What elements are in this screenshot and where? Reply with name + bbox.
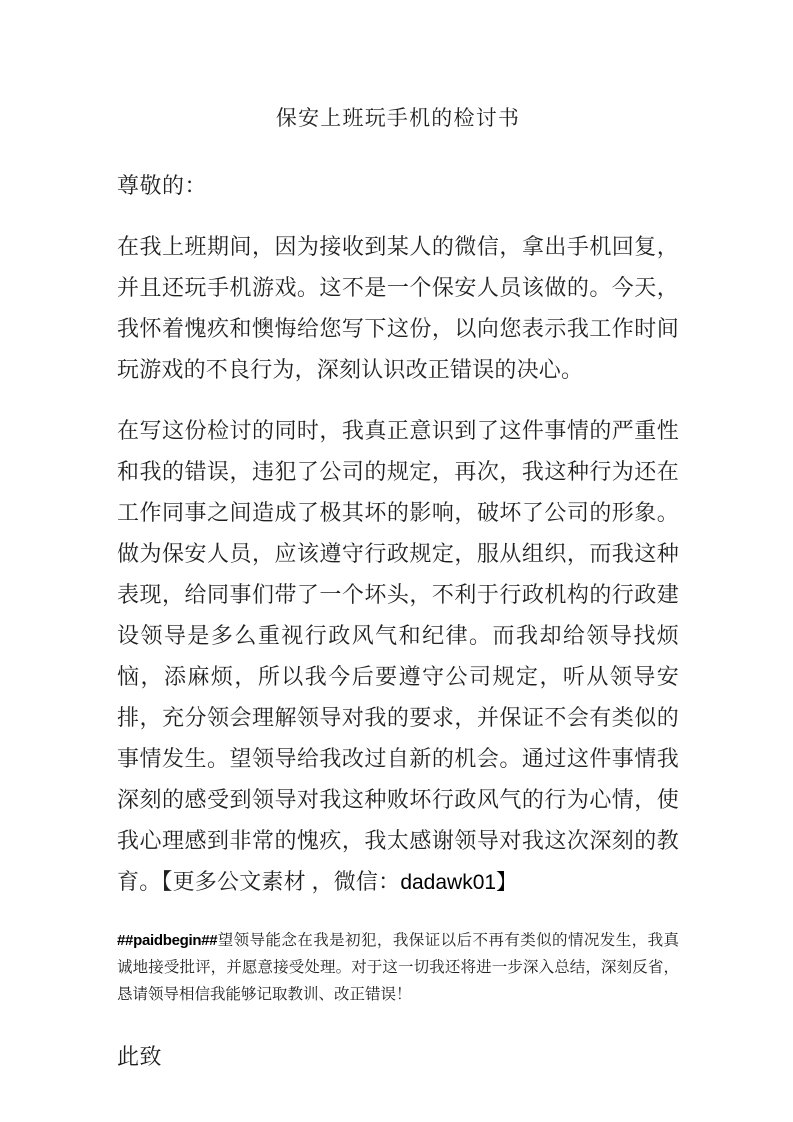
paragraph-reflection-and-commitment <box>117 390 679 903</box>
paragraph-incident-description: 在我上班期间，因为接收到某人的微信，拿出手机回复，并且还玩手机游戏。这不是一个保安人员该做的。今天，我怀着愧疚和懊悔给您写下这份，以向您表示我工作时间玩游戏的不良行为，深刻认识改正错误的决心。 <box>117 234 679 382</box>
paid-begin-marker: ##paidbegin## <box>117 932 218 949</box>
paragraph-fine-print <box>117 903 679 1008</box>
fine-print-text: 望领导能念在我是初犯，我保证以后不再有类似的情况发生，我真诚地接受批评，并愿意接受处理。对于这一切我还将进一步深入总结，深刻反省，恳请领导相信我能够记取教训、改正错误！ <box>117 932 679 1003</box>
salutation-line: 尊敬的： <box>117 173 208 198</box>
document-content <box>117 0 679 1074</box>
closing-line: 此致 <box>117 1044 163 1069</box>
page-title: 保安上班玩手机的检讨书 <box>275 106 521 130</box>
paragraph-reflection-text: 在写这份检讨的同时，我真正意识到了这件事情的严重性和我的错误，违犯了公司的规定，再次，我这种行为还在工作同事之间造成了极其坏的影响，破坏了公司的形象。做为保安人员，应该遵守行政规定，服从组织，而我这种表现，给同事们带了一个坏头，不利于行政机构的行政建设领导是多么重视行政风气和纪律。而我却给领导找烦恼，添麻烦，所以我今后要遵守公司规定，听从领导安排，充分领会理解领导对我的要求，并保证不会有类似的事情发生。望领导给我改过自新的机会。通过这件事情我深刻的感受到领导对我这种败坏行政风气的行为心情，使我心理感到非常的愧疚，我太感谢领导对我这次深刻的教育。【更多公文素材 ，微信： <box>117 418 679 894</box>
promo-wechat-id: dadawk01】 <box>400 871 518 894</box>
